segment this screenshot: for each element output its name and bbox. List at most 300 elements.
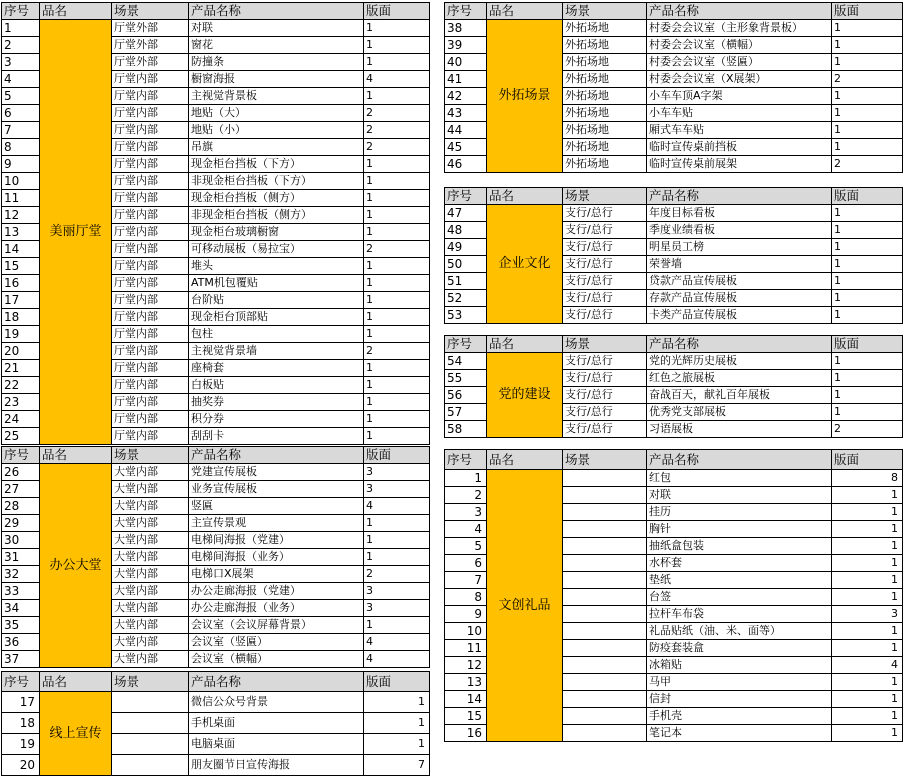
row-number: 24 bbox=[2, 411, 40, 428]
count-cell: 1 bbox=[832, 640, 903, 657]
header-no: 序号 bbox=[445, 450, 487, 470]
product-name-cell: 现金柜台挡板（侧方） bbox=[189, 190, 364, 207]
product-name-cell: 小车车顶A字架 bbox=[647, 88, 832, 105]
count-cell: 1 bbox=[832, 273, 903, 290]
scene-cell: 大堂内部 bbox=[112, 498, 189, 515]
scene-cell: 厅堂内部 bbox=[112, 292, 189, 309]
count-cell: 1 bbox=[832, 54, 903, 71]
product-name-cell: 包柱 bbox=[189, 326, 364, 343]
row-number: 19 bbox=[2, 326, 40, 343]
product-name-cell: 礼品贴纸（油、米、面等） bbox=[647, 623, 832, 640]
row-number: 42 bbox=[445, 88, 487, 105]
row-number: 27 bbox=[2, 481, 40, 498]
header-count: 版面 bbox=[364, 447, 430, 464]
scene-cell: 支行/总行 bbox=[563, 273, 647, 290]
scene-cell: 厅堂内部 bbox=[112, 394, 189, 411]
category-label: 企业文化 bbox=[487, 205, 563, 324]
row-number: 17 bbox=[2, 292, 40, 309]
scene-cell: 大堂内部 bbox=[112, 634, 189, 651]
product-name-cell: 党的光辉历史展板 bbox=[647, 353, 832, 370]
header-product: 产品名称 bbox=[647, 450, 832, 470]
product-name-cell: 荣誉墙 bbox=[647, 256, 832, 273]
row-number: 2 bbox=[445, 487, 487, 504]
product-name-cell: 党建宣传展板 bbox=[189, 464, 364, 481]
count-cell: 4 bbox=[832, 657, 903, 674]
product-name-cell: 季度业绩看板 bbox=[647, 222, 832, 239]
row-number: 44 bbox=[445, 122, 487, 139]
product-name-cell: 刮刮卡 bbox=[189, 428, 364, 445]
header-product: 产品名称 bbox=[189, 672, 364, 692]
scene-cell: 大堂内部 bbox=[112, 566, 189, 583]
scene-cell: 厅堂内部 bbox=[112, 190, 189, 207]
header-category: 品名 bbox=[487, 3, 563, 20]
row-number: 1 bbox=[445, 470, 487, 487]
scene-cell bbox=[563, 572, 647, 589]
scene-cell bbox=[563, 470, 647, 487]
header-count: 版面 bbox=[832, 336, 903, 353]
row-number: 8 bbox=[2, 139, 40, 156]
row-number: 35 bbox=[2, 617, 40, 634]
count-cell: 1 bbox=[832, 538, 903, 555]
count-cell: 2 bbox=[832, 421, 903, 438]
header-count: 版面 bbox=[832, 3, 903, 20]
scene-cell bbox=[563, 538, 647, 555]
header-scene: 场景 bbox=[112, 447, 189, 464]
row-number: 46 bbox=[445, 156, 487, 173]
row-number: 12 bbox=[445, 657, 487, 674]
scene-cell: 大堂内部 bbox=[112, 600, 189, 617]
table-row bbox=[445, 470, 903, 487]
count-cell: 1 bbox=[364, 224, 430, 241]
product-name-cell: 座椅套 bbox=[189, 360, 364, 377]
scene-cell: 外拓场地 bbox=[563, 54, 647, 71]
product-name-cell: 白板贴 bbox=[189, 377, 364, 394]
row-number: 8 bbox=[445, 589, 487, 606]
count-cell: 1 bbox=[832, 504, 903, 521]
scene-cell bbox=[112, 734, 189, 755]
scene-cell: 厅堂内部 bbox=[112, 71, 189, 88]
product-name-cell: 村委会会议室（横幅） bbox=[647, 37, 832, 54]
row-number: 57 bbox=[445, 404, 487, 421]
scene-cell: 大堂内部 bbox=[112, 583, 189, 600]
scene-cell: 厅堂内部 bbox=[112, 326, 189, 343]
row-number: 41 bbox=[445, 71, 487, 88]
row-number: 11 bbox=[2, 190, 40, 207]
count-cell: 1 bbox=[364, 515, 430, 532]
product-name-cell: 竖匾 bbox=[189, 498, 364, 515]
count-cell: 1 bbox=[832, 105, 903, 122]
header-category: 品名 bbox=[487, 336, 563, 353]
count-cell: 4 bbox=[364, 634, 430, 651]
scene-cell: 厅堂外部 bbox=[112, 54, 189, 71]
row-number: 21 bbox=[2, 360, 40, 377]
header-no: 序号 bbox=[445, 188, 487, 205]
count-cell: 1 bbox=[364, 734, 430, 755]
product-name-cell: 业务宣传展板 bbox=[189, 481, 364, 498]
count-cell: 2 bbox=[364, 343, 430, 360]
scene-cell: 外拓场地 bbox=[563, 139, 647, 156]
count-cell: 1 bbox=[364, 156, 430, 173]
product-name-cell: 会议室（横幅） bbox=[189, 651, 364, 668]
count-cell: 1 bbox=[832, 122, 903, 139]
count-cell: 2 bbox=[364, 122, 430, 139]
scene-cell: 大堂内部 bbox=[112, 617, 189, 634]
product-name-cell: ATM机包覆贴 bbox=[189, 275, 364, 292]
header-no: 序号 bbox=[2, 672, 40, 692]
count-cell: 1 bbox=[832, 290, 903, 307]
scene-cell: 外拓场地 bbox=[563, 20, 647, 37]
table-row bbox=[445, 353, 903, 370]
count-cell: 4 bbox=[364, 71, 430, 88]
product-name-cell: 地贴（大） bbox=[189, 105, 364, 122]
scene-cell: 支行/总行 bbox=[563, 387, 647, 404]
product-name-cell: 电脑桌面 bbox=[189, 734, 364, 755]
row-number: 56 bbox=[445, 387, 487, 404]
category-label: 办公大堂 bbox=[40, 464, 112, 668]
product-name-cell: 办公走廊海报（党建） bbox=[189, 583, 364, 600]
product-name-cell: 积分券 bbox=[189, 411, 364, 428]
product-table-g2 bbox=[1, 446, 430, 668]
scene-cell: 大堂内部 bbox=[112, 651, 189, 668]
product-name-cell: 台签 bbox=[647, 589, 832, 606]
count-cell: 1 bbox=[364, 394, 430, 411]
row-number: 19 bbox=[2, 734, 40, 755]
scene-cell bbox=[563, 708, 647, 725]
count-cell: 2 bbox=[364, 566, 430, 583]
count-cell: 3 bbox=[364, 600, 430, 617]
scene-cell: 支行/总行 bbox=[563, 205, 647, 222]
row-number: 7 bbox=[2, 122, 40, 139]
table-row bbox=[2, 692, 430, 713]
header-product: 产品名称 bbox=[189, 447, 364, 464]
count-cell: 1 bbox=[832, 725, 903, 742]
row-number: 52 bbox=[445, 290, 487, 307]
product-name-cell: 对联 bbox=[189, 20, 364, 37]
scene-cell: 外拓场地 bbox=[563, 71, 647, 88]
product-table-g7 bbox=[444, 449, 903, 742]
scene-cell: 厅堂内部 bbox=[112, 241, 189, 258]
count-cell: 1 bbox=[832, 487, 903, 504]
row-number: 51 bbox=[445, 273, 487, 290]
count-cell: 3 bbox=[364, 481, 430, 498]
row-number: 20 bbox=[2, 755, 40, 776]
count-cell: 1 bbox=[364, 258, 430, 275]
count-cell: 1 bbox=[364, 309, 430, 326]
scene-cell: 支行/总行 bbox=[563, 239, 647, 256]
count-cell: 1 bbox=[832, 589, 903, 606]
header-scene: 场景 bbox=[563, 336, 647, 353]
header-scene: 场景 bbox=[563, 188, 647, 205]
count-cell: 3 bbox=[832, 606, 903, 623]
product-name-cell: 会议室（竖匾） bbox=[189, 634, 364, 651]
scene-cell: 大堂内部 bbox=[112, 532, 189, 549]
product-name-cell: 现金柜台挡板（下方） bbox=[189, 156, 364, 173]
row-number: 3 bbox=[2, 54, 40, 71]
product-name-cell: 村委会会议室（竖匾） bbox=[647, 54, 832, 71]
row-number: 36 bbox=[2, 634, 40, 651]
header-no: 序号 bbox=[445, 3, 487, 20]
count-cell: 1 bbox=[832, 20, 903, 37]
product-name-cell: 抽纸盒包装 bbox=[647, 538, 832, 555]
scene-cell bbox=[563, 589, 647, 606]
product-name-cell: 临时宣传桌前挡板 bbox=[647, 139, 832, 156]
count-cell: 1 bbox=[832, 708, 903, 725]
product-name-cell: 电梯口X展架 bbox=[189, 566, 364, 583]
count-cell: 2 bbox=[364, 105, 430, 122]
scene-cell bbox=[563, 623, 647, 640]
table-row bbox=[445, 205, 903, 222]
row-number: 39 bbox=[445, 37, 487, 54]
count-cell: 1 bbox=[364, 617, 430, 634]
table-row bbox=[445, 20, 903, 37]
product-name-cell: 手机壳 bbox=[647, 708, 832, 725]
count-cell: 2 bbox=[364, 139, 430, 156]
count-cell: 1 bbox=[832, 404, 903, 421]
scene-cell bbox=[563, 657, 647, 674]
product-name-cell: 冰箱贴 bbox=[647, 657, 832, 674]
header-scene: 场景 bbox=[112, 672, 189, 692]
row-number: 6 bbox=[2, 105, 40, 122]
row-number: 7 bbox=[445, 572, 487, 589]
product-name-cell: 卡类产品宣传展板 bbox=[647, 307, 832, 324]
product-name-cell: 吊旗 bbox=[189, 139, 364, 156]
row-number: 17 bbox=[2, 692, 40, 713]
product-name-cell: 对联 bbox=[647, 487, 832, 504]
row-number: 10 bbox=[2, 173, 40, 190]
product-name-cell: 明星员工榜 bbox=[647, 239, 832, 256]
product-table-g5 bbox=[444, 187, 903, 324]
product-name-cell: 办公走廊海报（业务） bbox=[189, 600, 364, 617]
count-cell: 1 bbox=[364, 292, 430, 309]
scene-cell: 支行/总行 bbox=[563, 404, 647, 421]
count-cell: 3 bbox=[364, 464, 430, 481]
count-cell: 1 bbox=[364, 88, 430, 105]
row-number: 38 bbox=[445, 20, 487, 37]
scene-cell bbox=[112, 755, 189, 776]
product-name-cell: 年度目标看板 bbox=[647, 205, 832, 222]
product-name-cell: 贷款产品宣传展板 bbox=[647, 273, 832, 290]
count-cell: 1 bbox=[364, 190, 430, 207]
row-number: 31 bbox=[2, 549, 40, 566]
product-name-cell: 电梯间海报（业务） bbox=[189, 549, 364, 566]
scene-cell: 大堂内部 bbox=[112, 549, 189, 566]
header-product: 产品名称 bbox=[647, 188, 832, 205]
product-name-cell: 微信公众号背景 bbox=[189, 692, 364, 713]
header-category: 品名 bbox=[40, 447, 112, 464]
product-table-g4 bbox=[444, 2, 903, 173]
count-cell: 1 bbox=[364, 549, 430, 566]
scene-cell: 支行/总行 bbox=[563, 353, 647, 370]
count-cell: 1 bbox=[832, 307, 903, 324]
product-name-cell: 厢式车车贴 bbox=[647, 122, 832, 139]
product-name-cell: 临时宣传桌前展架 bbox=[647, 156, 832, 173]
count-cell: 2 bbox=[832, 156, 903, 173]
row-number: 12 bbox=[2, 207, 40, 224]
row-number: 5 bbox=[2, 88, 40, 105]
row-number: 34 bbox=[2, 600, 40, 617]
scene-cell bbox=[563, 504, 647, 521]
row-number: 13 bbox=[445, 674, 487, 691]
row-number: 15 bbox=[445, 708, 487, 725]
row-number: 18 bbox=[2, 309, 40, 326]
count-cell: 1 bbox=[832, 222, 903, 239]
count-cell: 1 bbox=[364, 54, 430, 71]
product-name-cell: 朋友圈节日宣传海报 bbox=[189, 755, 364, 776]
table-row bbox=[2, 20, 430, 37]
product-name-cell: 防疫套装盒 bbox=[647, 640, 832, 657]
scene-cell: 大堂内部 bbox=[112, 481, 189, 498]
row-number: 49 bbox=[445, 239, 487, 256]
scene-cell: 厅堂内部 bbox=[112, 224, 189, 241]
row-number: 54 bbox=[445, 353, 487, 370]
product-name-cell: 非现金柜台挡板（侧方） bbox=[189, 207, 364, 224]
row-number: 10 bbox=[445, 623, 487, 640]
count-cell: 1 bbox=[832, 623, 903, 640]
count-cell: 1 bbox=[832, 387, 903, 404]
count-cell: 1 bbox=[364, 275, 430, 292]
scene-cell: 支行/总行 bbox=[563, 222, 647, 239]
count-cell: 1 bbox=[832, 353, 903, 370]
row-number: 5 bbox=[445, 538, 487, 555]
count-cell: 1 bbox=[832, 691, 903, 708]
scene-cell bbox=[563, 555, 647, 572]
row-number: 32 bbox=[2, 566, 40, 583]
count-cell: 3 bbox=[364, 583, 430, 600]
row-number: 16 bbox=[445, 725, 487, 742]
count-cell: 2 bbox=[832, 71, 903, 88]
count-cell: 1 bbox=[832, 674, 903, 691]
count-cell: 1 bbox=[364, 411, 430, 428]
row-number: 14 bbox=[2, 241, 40, 258]
scene-cell: 大堂内部 bbox=[112, 464, 189, 481]
scene-cell: 外拓场地 bbox=[563, 122, 647, 139]
scene-cell: 厅堂内部 bbox=[112, 411, 189, 428]
row-number: 2 bbox=[2, 37, 40, 54]
scene-cell: 厅堂内部 bbox=[112, 343, 189, 360]
product-name-cell: 红包 bbox=[647, 470, 832, 487]
product-name-cell: 会议室（会议屏幕背景） bbox=[189, 617, 364, 634]
row-number: 33 bbox=[2, 583, 40, 600]
row-number: 26 bbox=[2, 464, 40, 481]
header-count: 版面 bbox=[832, 450, 903, 470]
product-name-cell: 水杯套 bbox=[647, 555, 832, 572]
count-cell: 1 bbox=[832, 205, 903, 222]
product-name-cell: 胸针 bbox=[647, 521, 832, 538]
count-cell: 1 bbox=[832, 555, 903, 572]
product-name-cell: 主视觉背景板 bbox=[189, 88, 364, 105]
header-product: 产品名称 bbox=[189, 3, 364, 20]
scene-cell: 支行/总行 bbox=[563, 307, 647, 324]
row-number: 22 bbox=[2, 377, 40, 394]
scene-cell: 厅堂内部 bbox=[112, 122, 189, 139]
product-name-cell: 手机桌面 bbox=[189, 713, 364, 734]
header-category: 品名 bbox=[487, 450, 563, 470]
product-name-cell: 现金柜台顶部贴 bbox=[189, 309, 364, 326]
row-number: 13 bbox=[2, 224, 40, 241]
scene-cell: 厅堂外部 bbox=[112, 37, 189, 54]
product-name-cell: 习语展板 bbox=[647, 421, 832, 438]
scene-cell bbox=[563, 606, 647, 623]
product-name-cell: 可移动展板（易拉宝） bbox=[189, 241, 364, 258]
product-name-cell: 堆头 bbox=[189, 258, 364, 275]
row-number: 30 bbox=[2, 532, 40, 549]
row-number: 14 bbox=[445, 691, 487, 708]
count-cell: 1 bbox=[364, 173, 430, 190]
scene-cell: 厅堂内部 bbox=[112, 428, 189, 445]
scene-cell: 外拓场地 bbox=[563, 105, 647, 122]
scene-cell: 厅堂内部 bbox=[112, 105, 189, 122]
product-name-cell: 抽奖券 bbox=[189, 394, 364, 411]
header-no: 序号 bbox=[2, 3, 40, 20]
count-cell: 1 bbox=[832, 572, 903, 589]
count-cell: 1 bbox=[832, 370, 903, 387]
row-number: 28 bbox=[2, 498, 40, 515]
header-product: 产品名称 bbox=[647, 3, 832, 20]
count-cell: 1 bbox=[364, 532, 430, 549]
product-name-cell: 村委会会议室（X展架） bbox=[647, 71, 832, 88]
row-number: 9 bbox=[2, 156, 40, 173]
scene-cell: 厅堂内部 bbox=[112, 258, 189, 275]
scene-cell: 支行/总行 bbox=[563, 421, 647, 438]
row-number: 43 bbox=[445, 105, 487, 122]
product-name-cell: 拉杆车布袋 bbox=[647, 606, 832, 623]
row-number: 15 bbox=[2, 258, 40, 275]
product-name-cell: 奋战百天，献礼百年展板 bbox=[647, 387, 832, 404]
count-cell: 1 bbox=[364, 20, 430, 37]
product-name-cell: 挂历 bbox=[647, 504, 832, 521]
header-no: 序号 bbox=[2, 447, 40, 464]
scene-cell: 厅堂内部 bbox=[112, 173, 189, 190]
row-number: 37 bbox=[2, 651, 40, 668]
product-name-cell: 村委会会议室（主形象背景板） bbox=[647, 20, 832, 37]
row-number: 16 bbox=[2, 275, 40, 292]
count-cell: 1 bbox=[364, 207, 430, 224]
product-name-cell: 主视觉背景墙 bbox=[189, 343, 364, 360]
count-cell: 8 bbox=[832, 470, 903, 487]
category-label: 文创礼品 bbox=[487, 470, 563, 742]
scene-cell bbox=[563, 725, 647, 742]
row-number: 4 bbox=[445, 521, 487, 538]
header-scene: 场景 bbox=[563, 450, 647, 470]
count-cell: 1 bbox=[364, 692, 430, 713]
scene-cell bbox=[112, 713, 189, 734]
scene-cell: 外拓场地 bbox=[563, 88, 647, 105]
count-cell: 4 bbox=[364, 651, 430, 668]
scene-cell: 厅堂内部 bbox=[112, 88, 189, 105]
product-name-cell: 电梯间海报（党建） bbox=[189, 532, 364, 549]
scene-cell: 厅堂内部 bbox=[112, 377, 189, 394]
scene-cell: 厅堂内部 bbox=[112, 156, 189, 173]
count-cell: 1 bbox=[832, 256, 903, 273]
product-name-cell: 小车车贴 bbox=[647, 105, 832, 122]
scene-cell: 厅堂内部 bbox=[112, 275, 189, 292]
header-category: 品名 bbox=[487, 188, 563, 205]
header-scene: 场景 bbox=[563, 3, 647, 20]
product-table-g1 bbox=[1, 2, 430, 445]
product-name-cell: 橱窗海报 bbox=[189, 71, 364, 88]
table-row bbox=[2, 464, 430, 481]
header-count: 版面 bbox=[364, 672, 430, 692]
row-number: 48 bbox=[445, 222, 487, 239]
count-cell: 1 bbox=[364, 377, 430, 394]
row-number: 47 bbox=[445, 205, 487, 222]
row-number: 40 bbox=[445, 54, 487, 71]
scene-cell bbox=[563, 640, 647, 657]
scene-cell: 厅堂内部 bbox=[112, 139, 189, 156]
header-category: 品名 bbox=[40, 3, 112, 20]
row-number: 18 bbox=[2, 713, 40, 734]
category-label: 线上宣传 bbox=[40, 692, 112, 776]
